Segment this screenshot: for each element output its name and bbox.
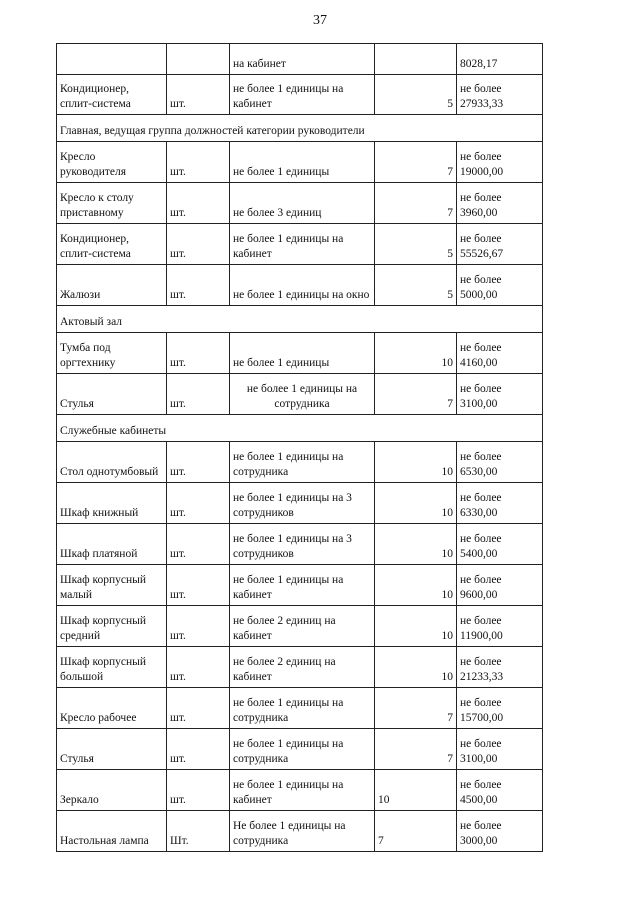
table-row (57, 142, 543, 183)
norm-cell: не более 3 единиц (230, 183, 375, 224)
item-name-cell: Кресло руководителя (57, 142, 167, 183)
quantity-cell: 7 (375, 183, 457, 224)
price-cell: не более 5400,00 (457, 524, 543, 565)
norm-cell: не более 2 единиц на кабинет (230, 647, 375, 688)
item-name-cell: Зеркало (57, 770, 167, 811)
price-cell: не более 5000,00 (457, 265, 543, 306)
unit-cell: шт. (167, 729, 230, 770)
unit-cell (167, 44, 230, 75)
quantity-cell: 10 (375, 770, 457, 811)
unit-cell: шт. (167, 483, 230, 524)
table-row (57, 565, 543, 606)
unit-cell: шт. (167, 142, 230, 183)
table-row (57, 770, 543, 811)
quantity-cell: 10 (375, 483, 457, 524)
norm-cell: не более 1 единицы на сотрудника (230, 688, 375, 729)
price-cell: не более 21233,33 (457, 647, 543, 688)
item-name-cell: Кондиционер, сплит-система (57, 224, 167, 265)
quantity-cell: 10 (375, 524, 457, 565)
norm-cell: не более 2 единиц на кабинет (230, 606, 375, 647)
section-heading: Актовый зал (57, 306, 543, 333)
quantity-cell: 7 (375, 688, 457, 729)
norm-cell: на кабинет (230, 44, 375, 75)
norm-cell: не более 1 единицы на кабинет (230, 75, 375, 115)
norm-cell: не более 1 единицы на 3 сотрудников (230, 524, 375, 565)
item-name-cell: Шкаф платяной (57, 524, 167, 565)
price-cell: не более 3960,00 (457, 183, 543, 224)
price-cell: не более 19000,00 (457, 142, 543, 183)
item-name-cell: Шкаф корпусный большой (57, 647, 167, 688)
price-cell: не более 3000,00 (457, 811, 543, 852)
unit-cell: шт. (167, 565, 230, 606)
section-row (57, 415, 543, 442)
quantity-cell: 10 (375, 606, 457, 647)
section-row (57, 115, 543, 142)
item-name-cell: Шкаф корпусный средний (57, 606, 167, 647)
item-name-cell: Шкаф корпусный малый (57, 565, 167, 606)
unit-cell: шт. (167, 524, 230, 565)
table-row (57, 647, 543, 688)
unit-cell: шт. (167, 333, 230, 374)
item-name-cell: Стулья (57, 729, 167, 770)
unit-cell: шт. (167, 374, 230, 415)
item-name-cell: Кресло рабочее (57, 688, 167, 729)
quantity-cell: 10 (375, 442, 457, 483)
unit-cell: шт. (167, 183, 230, 224)
quantity-cell: 7 (375, 729, 457, 770)
quantity-cell: 5 (375, 75, 457, 115)
table-row (57, 224, 543, 265)
quantity-cell: 7 (375, 374, 457, 415)
furniture-norms-table (56, 43, 543, 852)
price-cell: не более 9600,00 (457, 565, 543, 606)
item-name-cell: Стулья (57, 374, 167, 415)
unit-cell: шт. (167, 647, 230, 688)
price-cell: не более 4160,00 (457, 333, 543, 374)
section-row (57, 306, 543, 333)
unit-cell: шт. (167, 688, 230, 729)
norm-cell: не более 1 единицы на сотрудника (230, 729, 375, 770)
quantity-cell: 7 (375, 142, 457, 183)
table-row (57, 333, 543, 374)
table-row (57, 729, 543, 770)
norm-cell: не более 1 единицы (230, 333, 375, 374)
section-heading: Служебные кабинеты (57, 415, 543, 442)
table-row (57, 44, 543, 75)
item-name-cell: Стол однотумбовый (57, 442, 167, 483)
table-row (57, 75, 543, 115)
price-cell: не более 4500,00 (457, 770, 543, 811)
norm-cell: не более 1 единицы на 3 сотрудников (230, 483, 375, 524)
price-cell: не более 27933,33 (457, 75, 543, 115)
item-name-cell: Жалюзи (57, 265, 167, 306)
item-name-cell: Шкаф книжный (57, 483, 167, 524)
norm-cell: не более 1 единицы (230, 142, 375, 183)
price-cell: не более 11900,00 (457, 606, 543, 647)
norm-cell: не более 1 единицы на сотрудника (230, 442, 375, 483)
table-row (57, 483, 543, 524)
price-cell: не более 3100,00 (457, 374, 543, 415)
section-heading: Главная, ведущая группа должностей категории руководители (57, 115, 543, 142)
table-row (57, 374, 543, 415)
table-row (57, 265, 543, 306)
table-row (57, 524, 543, 565)
quantity-cell: 7 (375, 811, 457, 852)
norm-cell: не более 1 единицы на сотрудника (230, 374, 375, 415)
unit-cell: шт. (167, 770, 230, 811)
unit-cell: шт. (167, 224, 230, 265)
quantity-cell: 5 (375, 224, 457, 265)
table-row (57, 183, 543, 224)
norm-cell: Не более 1 единицы на сотрудника (230, 811, 375, 852)
norm-cell: не более 1 единицы на окно (230, 265, 375, 306)
quantity-cell (375, 44, 457, 75)
table-row (57, 442, 543, 483)
unit-cell: шт. (167, 265, 230, 306)
unit-cell: шт. (167, 75, 230, 115)
page-number: 37 (313, 13, 327, 28)
unit-cell: шт. (167, 606, 230, 647)
item-name-cell: Настольная лампа (57, 811, 167, 852)
unit-cell: Шт. (167, 811, 230, 852)
price-cell: не более 15700,00 (457, 688, 543, 729)
table-row (57, 606, 543, 647)
price-cell: не более 55526,67 (457, 224, 543, 265)
norm-cell: не более 1 единицы на кабинет (230, 565, 375, 606)
price-cell: не более 6330,00 (457, 483, 543, 524)
item-name-cell: Тумба под оргтехнику (57, 333, 167, 374)
quantity-cell: 10 (375, 565, 457, 606)
norm-cell: не более 1 единицы на кабинет (230, 770, 375, 811)
item-name-cell (57, 44, 167, 75)
unit-cell: шт. (167, 442, 230, 483)
table-row (57, 811, 543, 852)
table-row (57, 688, 543, 729)
price-cell: 8028,17 (457, 44, 543, 75)
item-name-cell: Кресло к столу приставному (57, 183, 167, 224)
price-cell: не более 6530,00 (457, 442, 543, 483)
quantity-cell: 10 (375, 333, 457, 374)
price-cell: не более 3100,00 (457, 729, 543, 770)
norm-cell: не более 1 единицы на кабинет (230, 224, 375, 265)
table-body (57, 44, 543, 852)
quantity-cell: 5 (375, 265, 457, 306)
quantity-cell: 10 (375, 647, 457, 688)
item-name-cell: Кондиционер, сплит-система (57, 75, 167, 115)
